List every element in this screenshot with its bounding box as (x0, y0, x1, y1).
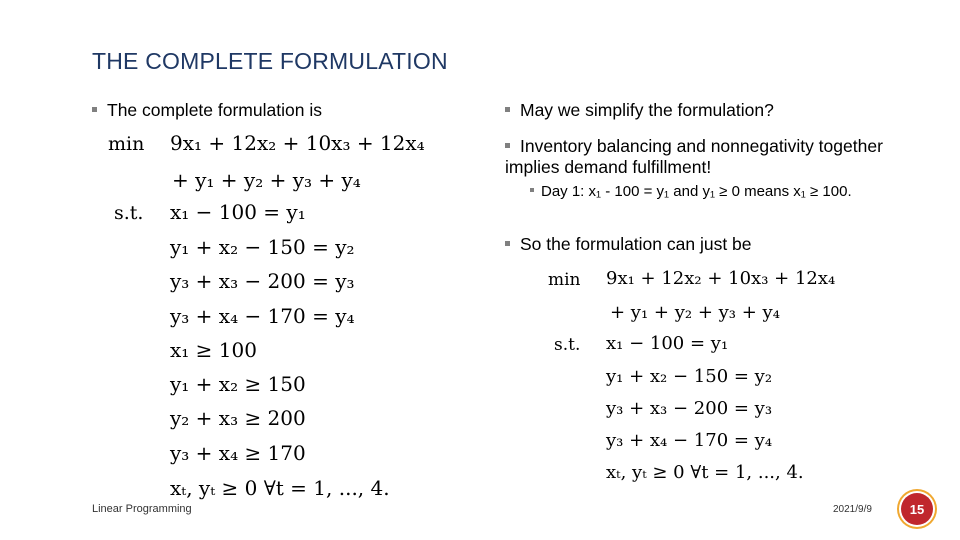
right-bullet-2 (505, 136, 885, 178)
constraint-4: y₃ + x₄ − 170 = y₄ (170, 304, 355, 328)
constraint-6: y₁ + x₂ ≥ 150 (170, 372, 306, 396)
left-bullet (92, 100, 322, 121)
constraint-3: y₃ + x₃ − 200 = y₃ (606, 398, 773, 419)
min-label: min (548, 270, 581, 290)
bullet-square-icon (505, 143, 510, 148)
constraint-4: y₃ + x₄ − 170 = y₄ (606, 430, 773, 451)
right-bullet-2-text: Inventory balancing and nonnegativity together implies demand fulfillment! (505, 136, 883, 177)
constraint-2: y₁ + x₂ − 150 = y₂ (170, 235, 355, 259)
constraint-2: y₁ + x₂ − 150 = y₂ (606, 366, 773, 387)
constraint-9: xₜ, yₜ ≥ 0 ∀t = 1, ..., 4. (170, 476, 390, 500)
objective-line-1: 9x₁ + 12x₂ + 10x₃ + 12x₄ (606, 268, 836, 289)
constraint-8: y₃ + x₄ ≥ 170 (170, 441, 306, 465)
left-bullet-text: The complete formulation is (107, 100, 322, 120)
footer-date: 2021/9/9 (833, 504, 872, 515)
right-bullet-3 (505, 234, 752, 255)
constraint-3: y₃ + x₃ − 200 = y₃ (170, 269, 355, 293)
footer-course-name: Linear Programming (92, 503, 192, 515)
right-bullet-1 (505, 100, 774, 121)
constraint-1: x₁ − 100 = y₁ (170, 200, 306, 224)
constraint-7: y₂ + x₃ ≥ 200 (170, 406, 306, 430)
constraint-5: xₜ, yₜ ≥ 0 ∀t = 1, ..., 4. (606, 462, 804, 483)
page-number-badge: 15 (901, 493, 933, 525)
objective-line-2: + y₁ + y₂ + y₃ + y₄ (172, 168, 361, 192)
slide-title: THE COMPLETE FORMULATION (92, 48, 448, 74)
bullet-square-icon (505, 107, 510, 112)
objective-line-1: 9x₁ + 12x₂ + 10x₃ + 12x₄ (170, 131, 425, 155)
bullet-square-icon (530, 188, 534, 192)
bullet-square-icon (505, 241, 510, 246)
right-bullet-3-text: So the formulation can just be (520, 234, 752, 254)
objective-line-2: + y₁ + y₂ + y₃ + y₄ (610, 302, 780, 323)
right-bullet-1-text: May we simplify the formulation? (520, 100, 774, 120)
constraint-5: x₁ ≥ 100 (170, 338, 257, 362)
right-sub-bullet (530, 183, 890, 200)
constraint-1: x₁ − 100 = y₁ (606, 333, 729, 354)
right-sub-bullet-text: Day 1: x₁ - 100 = y₁ and y₁ ≥ 0 means x₁ ≥ 100. (541, 183, 852, 200)
st-label: s.t. (554, 335, 581, 355)
bullet-square-icon (92, 107, 97, 112)
st-label: s.t. (114, 202, 144, 224)
min-label: min (108, 133, 145, 155)
